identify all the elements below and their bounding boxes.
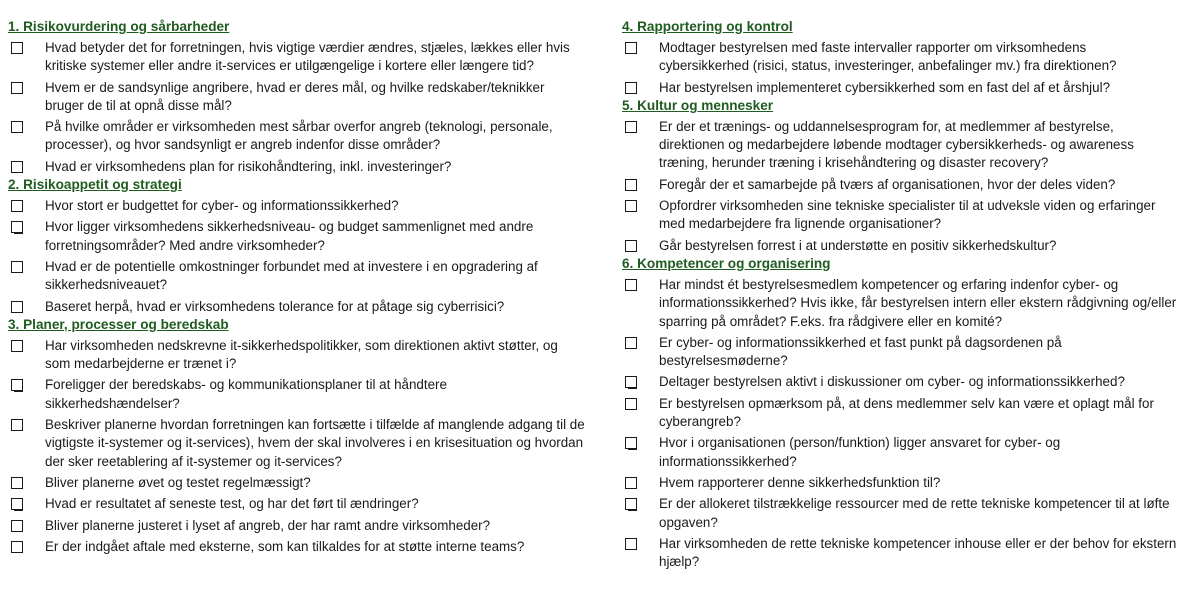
- checkbox-icon[interactable]: [11, 161, 23, 173]
- checkbox-icon[interactable]: [625, 42, 637, 54]
- checkbox-icon[interactable]: [625, 538, 637, 550]
- checkbox-icon[interactable]: [625, 179, 637, 191]
- section-reporting-control: [622, 18, 1200, 97]
- checkbox-icon[interactable]: [11, 419, 23, 431]
- checklist-item[interactable]: [622, 474, 1200, 492]
- checkbox-icon[interactable]: [11, 379, 23, 391]
- checkbox-icon[interactable]: [625, 279, 637, 291]
- checkbox-icon[interactable]: [11, 301, 23, 313]
- checklist-item[interactable]: [8, 158, 600, 176]
- checklist-item-text: Bliver planerne justeret i lyset af angreb, der har ramt andre virksomheder?: [45, 517, 491, 533]
- checkbox-icon[interactable]: [11, 261, 23, 273]
- checkbox-icon[interactable]: [11, 477, 23, 489]
- checklist-item-text: Baseret herpå, hvad er virksomhedens tolerance for at påtage sig cyberrisici?: [45, 298, 505, 314]
- checkbox-icon[interactable]: [11, 82, 23, 94]
- checklist-item[interactable]: [622, 118, 1200, 173]
- checklist-item-text: Hvem rapporterer denne sikkerhedsfunktion til?: [659, 474, 941, 490]
- checklist-item-text: Er cyber- og informationssikkerhed et fast punkt på dagsordenen på bestyrelsesmøderne?: [659, 334, 1062, 369]
- checklist-item-text: Hvor i organisationen (person/funktion) ligger ansvaret for cyber- og informationssikkerhed?: [659, 435, 1061, 469]
- checklist-item-text: Hvad er virksomhedens plan for risikohåndtering, inkl. investeringer?: [45, 158, 452, 174]
- checklist-item[interactable]: [622, 197, 1200, 234]
- right-column: [600, 0, 1200, 612]
- checklist-item-text: Hvor stort er budgettet for cyber- og informationssikkerhed?: [45, 198, 399, 214]
- checklist-item-text: Er der indgået aftale med eksterne, som kan tilkaldes for at støtte interne teams?: [45, 538, 525, 554]
- checkbox-icon[interactable]: [11, 340, 23, 352]
- section-culture-people: [622, 97, 1200, 255]
- checklist-item-text: Hvor ligger virksomhedens sikkerhedsniveau- og budget sammenlignet med andre forretningsområder? Med andre virksomheder?: [45, 219, 534, 253]
- checklist-item-text: Er der et trænings- og uddannelsesprogram for, at medlemmer af bestyrelse, direktionen og medarbejdere løbende modtager cybersikkerheds- og awareness træning, herunder træning i krisehåndtering og disaster recovery?: [659, 118, 1134, 171]
- checklist-item[interactable]: [622, 176, 1200, 194]
- checklist-item[interactable]: [622, 39, 1200, 76]
- checkbox-icon[interactable]: [625, 82, 637, 94]
- section-heading: 3. Planer, processer og beredskab: [8, 316, 229, 332]
- checklist-item[interactable]: [622, 79, 1200, 97]
- section-heading: 6. Kompetencer og organisering: [622, 255, 831, 271]
- checklist-item-text: Er der allokeret tilstrækkelige ressourcer med de rette tekniske kompetencer til at løfte opgaven?: [659, 496, 1170, 530]
- checklist-item[interactable]: [8, 39, 600, 76]
- section-heading: 5. Kultur og mennesker: [622, 97, 774, 113]
- checklist-item-text: Deltager bestyrelsen aktivt i diskussioner om cyber- og informationssikkerhed?: [659, 374, 1125, 390]
- section-risk-assessment: [8, 18, 600, 176]
- checkbox-icon[interactable]: [625, 477, 637, 489]
- checklist-item-text: Foregår der et samarbejde på tværs af organisationen, hvor der deles viden?: [659, 176, 1116, 192]
- checkbox-icon[interactable]: [625, 121, 637, 133]
- checklist-item-text: Opfordrer virksomheden sine tekniske specialister til at udveksle viden og erfaringer med medarbejdere fra lignende organisationer?: [659, 198, 1156, 232]
- checklist-item[interactable]: [8, 197, 600, 215]
- checklist-item[interactable]: [8, 538, 600, 556]
- checklist-item-text: Hvad er de potentielle omkostninger forbundet med at investere i en opgradering af sikkerhedsniveauet?: [45, 258, 538, 293]
- checkbox-icon[interactable]: [11, 221, 23, 233]
- checklist-item[interactable]: [8, 258, 600, 295]
- checklist-item[interactable]: [8, 79, 600, 116]
- checklist-item[interactable]: [8, 517, 600, 535]
- checklist-item[interactable]: [622, 237, 1200, 255]
- section-competencies-organisation: [622, 255, 1200, 571]
- checkbox-icon[interactable]: [625, 337, 637, 349]
- section-heading: 4. Rapportering og kontrol: [622, 19, 793, 34]
- checklist-item-text: Hvad betyder det for forretningen, hvis vigtige værdier ændres, stjæles, lækkes eller hvis kritiske systemer eller andre it-services er utilgængelige i kortere eller længere tid?: [45, 40, 570, 74]
- section-heading: 2. Risikoappetit og strategi: [8, 177, 182, 193]
- checkbox-icon[interactable]: [11, 200, 23, 212]
- checklist-item-text: Modtager bestyrelsen med faste intervaller rapporter om virksomhedens cybersikkerhed (risici, status, investeringer, anbefalinger mv.) fra direktionen?: [659, 40, 1117, 74]
- checkbox-icon[interactable]: [11, 121, 23, 133]
- checkbox-icon[interactable]: [625, 398, 637, 410]
- checklist-item-text: Hvem er de sandsynlige angribere, hvad er deres mål, og hvilke redskaber/teknikker bruger de til at opnå disse mål?: [45, 79, 545, 113]
- checkbox-icon[interactable]: [625, 240, 637, 252]
- checklist-item-text: Er bestyrelsen opmærksom på, at dens medlemmer selv kan være et oplagt mål for cyberangreb?: [659, 395, 1154, 430]
- checklist-item-text: Har virksomheden nedskrevne it-sikkerhedspolitikker, som direktionen aktivt støtter, og som medarbejderne er trænet i?: [45, 337, 558, 372]
- checkbox-icon[interactable]: [625, 437, 637, 449]
- section-risk-appetite: [8, 176, 600, 316]
- checklist-item[interactable]: [622, 434, 1200, 471]
- checklist-item[interactable]: [622, 535, 1200, 572]
- checklist-item-text: Har bestyrelsen implementeret cybersikkerhed som en fast del af et årshjul?: [659, 79, 1111, 95]
- section-plans-processes: [8, 316, 600, 556]
- checklist-item-text: Har virksomheden de rette tekniske kompetencer inhouse eller er der behov for ekstern hjælp?: [659, 535, 1177, 570]
- checklist-item-text: Beskriver planerne hvordan forretningen kan fortsætte i tilfælde af manglende adgang til de vigtigste it-systemer og it-services), hvem der skal involveres i en krisesituation og hvordan der sker reetablering af it-systemer og it-services?: [45, 417, 585, 469]
- checklist-item[interactable]: [622, 276, 1200, 331]
- checkbox-icon[interactable]: [11, 520, 23, 532]
- checklist-item[interactable]: [8, 298, 600, 316]
- checklist-item-text: Bliver planerne øvet og testet regelmæssigt?: [45, 474, 311, 490]
- checkbox-icon[interactable]: [625, 376, 637, 388]
- checklist-item[interactable]: [8, 495, 600, 513]
- checkbox-icon[interactable]: [11, 541, 23, 553]
- checkbox-icon[interactable]: [11, 498, 23, 510]
- checklist-item[interactable]: [8, 337, 600, 374]
- checklist-item[interactable]: [8, 376, 600, 413]
- checklist-item[interactable]: [8, 416, 600, 471]
- checklist-item[interactable]: [8, 118, 600, 155]
- checklist-item[interactable]: [622, 373, 1200, 391]
- checklist-item-text: Foreligger der beredskabs- og kommunikationsplaner til at håndtere sikkerhedshændelser?: [45, 377, 447, 411]
- checklist-item[interactable]: [622, 334, 1200, 371]
- section-heading: 1. Risikovurdering og sårbarheder: [8, 19, 230, 34]
- checkbox-icon[interactable]: [625, 498, 637, 510]
- checklist-item[interactable]: [622, 395, 1200, 432]
- checklist-item-text: Har mindst ét bestyrelsesmedlem kompetencer og erfaring indenfor cyber- og informationssikkerhed? Hvis ikke, får bestyrelsen intern eller ekstern rådgivning og/eller sparring på området? F.eks. fra rådgivere eller en komité?: [659, 276, 1177, 329]
- checklist-item-text: På hvilke områder er virksomheden mest sårbar overfor angreb (teknologi, personale, processer), og hvor sandsynligt er angreb indenfor disse områder?: [45, 119, 553, 153]
- checkbox-icon[interactable]: [11, 42, 23, 54]
- checklist-item-text: Hvad er resultatet af seneste test, og har det ført til ændringer?: [45, 496, 419, 512]
- checklist-item[interactable]: [8, 474, 600, 492]
- checkbox-icon[interactable]: [625, 200, 637, 212]
- checklist-item[interactable]: [622, 495, 1200, 532]
- checklist-item-text: Går bestyrelsen forrest i at understøtte en positiv sikkerhedskultur?: [659, 237, 1057, 253]
- checklist-item[interactable]: [8, 218, 600, 255]
